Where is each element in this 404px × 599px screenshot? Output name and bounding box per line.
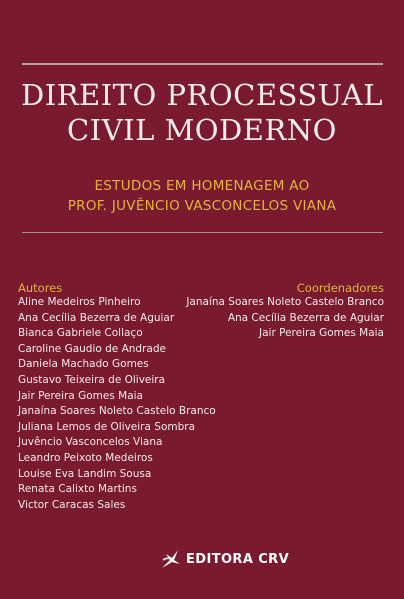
publisher-logo (160, 548, 289, 570)
subtitle-line-1: ESTUDOS EM HOMENAGEM AO (94, 178, 310, 194)
crv-logo-icon (160, 548, 182, 570)
title-line-1: DIREITO PROCESSUAL (21, 78, 383, 112)
subtitle-line-2: PROF. JUVÊNCIO VASCONCELOS VIANA (67, 198, 337, 214)
book-subtitle (0, 176, 404, 216)
author-name: Renata Calixto Martins (18, 483, 137, 496)
authors-heading: Autores (18, 281, 63, 295)
coordinators-list (186, 295, 384, 342)
coordinator-name: Jair Pereira Gomes Maia (259, 327, 384, 340)
author-name: Victor Caracas Sales (18, 498, 126, 511)
coordinator-name: Ana Cecília Bezerra de Aguiar (227, 311, 384, 324)
book-title (0, 78, 404, 148)
middle-divider (22, 232, 383, 233)
publisher-name: EDITORA CRV (186, 551, 290, 567)
author-name: Caroline Gaudio de Andrade (18, 342, 166, 355)
author-name: Juvêncio Vasconcelos Viana (18, 436, 163, 449)
coordinators-heading: Coordenadores (296, 281, 384, 295)
coordinator-name: Janaína Soares Noleto Castelo Branco (186, 296, 384, 308)
title-line-2: CIVIL MODERNO (67, 113, 337, 147)
author-name: Juliana Lemos de Oliveira Sombra (18, 420, 196, 433)
top-divider (22, 63, 383, 65)
author-name: Ana Cecília Bezerra de Aguiar (18, 311, 175, 324)
author-name: Gustavo Teixeira de Oliveira (18, 373, 166, 386)
author-name: Aline Medeiros Pinheiro (18, 296, 141, 308)
author-name: Bianca Gabriele Collaço (18, 327, 143, 340)
author-name: Leandro Peixoto Medeiros (18, 451, 153, 464)
author-name: Jair Pereira Gomes Maia (18, 389, 143, 402)
author-name: Janaína Soares Noleto Castelo Branco (18, 405, 216, 418)
author-name: Daniela Machado Gomes (18, 358, 149, 371)
author-name: Louise Eva Landim Sousa (18, 467, 152, 480)
